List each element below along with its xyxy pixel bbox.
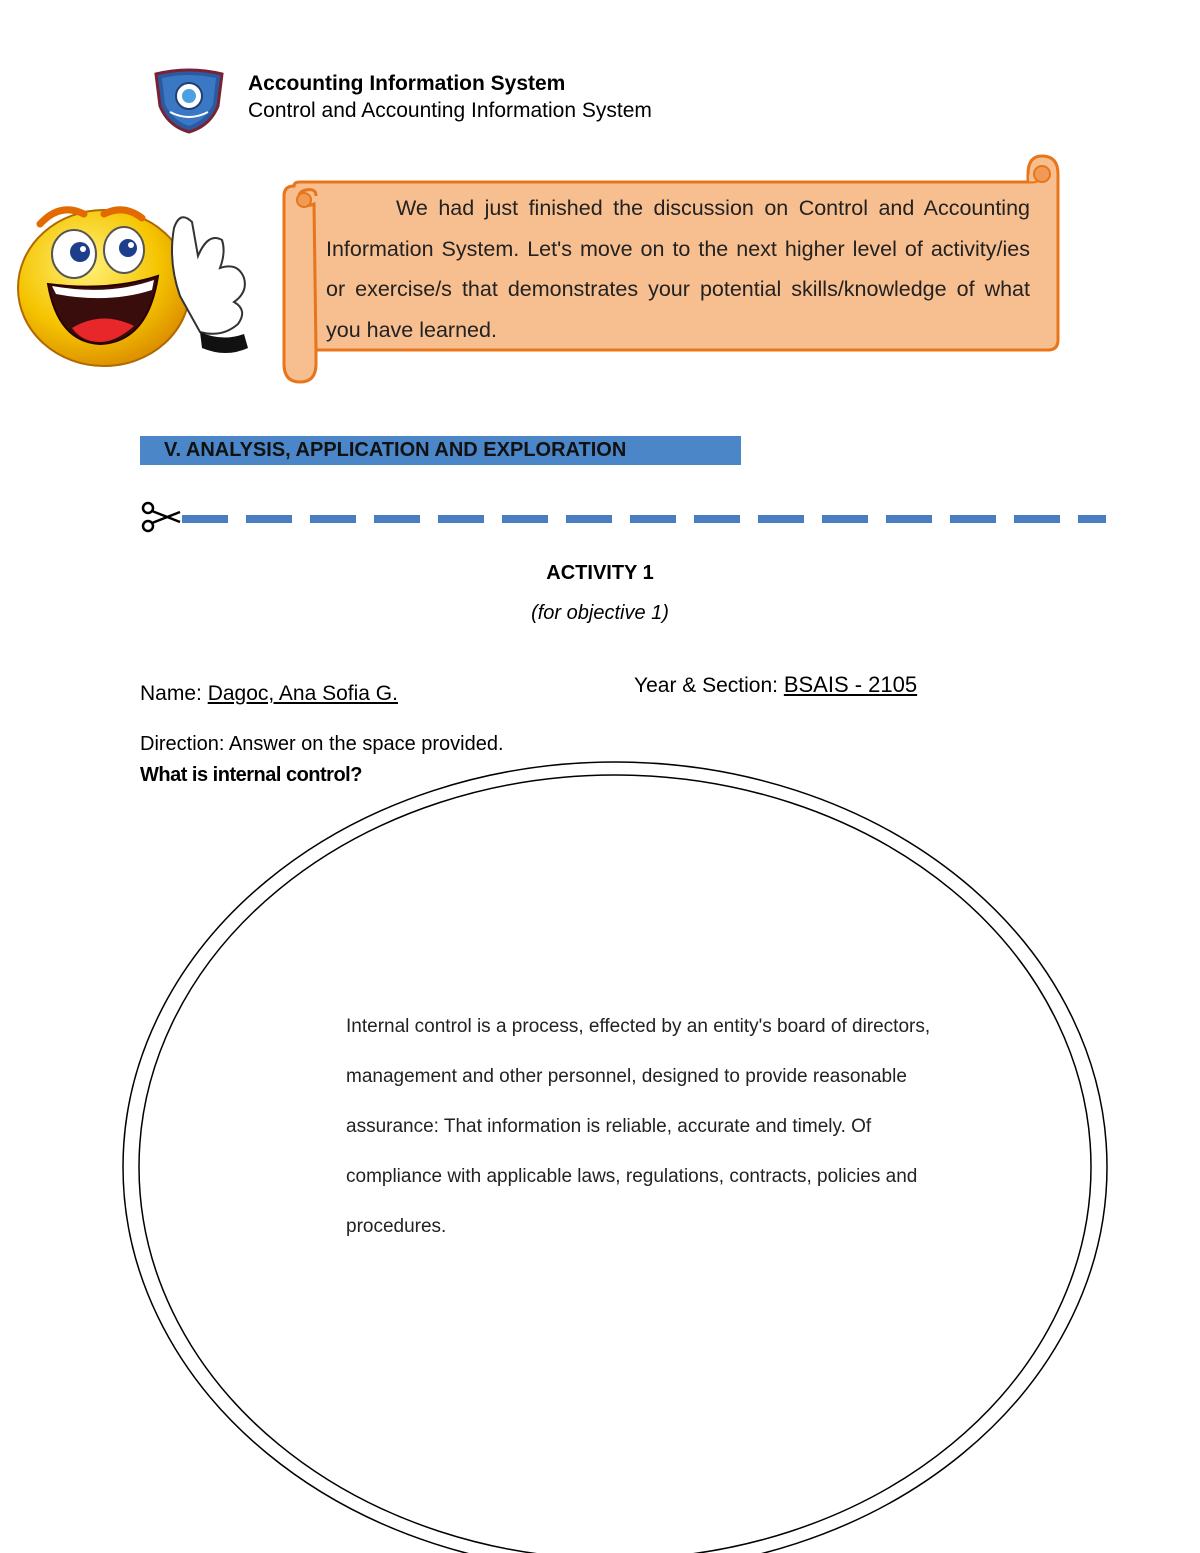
- name-field: [140, 682, 398, 706]
- year-section-value: BSAIS - 2105: [783, 672, 918, 697]
- smiley-face-icon: [12, 192, 252, 372]
- direction-text: Direction: Answer on the space provided.: [140, 733, 504, 755]
- answer-text: Internal control is a process, effected by an entity's board of directors, management and other personnel, designed to provide reasonable assurance: That information is reliable, accurate and timely. Of compliance with applicable laws, regulations, contracts, policies and procedures.: [346, 1016, 931, 1237]
- document-subtitle: Control and Accounting Information System: [248, 99, 652, 122]
- year-section-field: [634, 672, 917, 698]
- question-text: What is internal control?: [140, 764, 362, 786]
- year-section-label: Year & Section:: [634, 674, 784, 697]
- section-heading: V. ANALYSIS, APPLICATION AND EXPLORATION: [140, 436, 741, 465]
- activity-title: ACTIVITY 1: [546, 562, 654, 584]
- document-title: Accounting Information System: [248, 72, 566, 95]
- intro-paragraph: [326, 188, 1030, 350]
- school-crest-icon: [152, 68, 226, 134]
- scissors-icon: [143, 503, 180, 531]
- activity-subtitle: (for objective 1): [531, 602, 669, 624]
- name-label: Name:: [140, 682, 208, 705]
- intro-text: We had just finished the discussion on Control and Accounting Information System. Let's move on to the next higher level of activity/ies or exercise/s that demonstrates your potential skills/knowledge of what you have learned.: [326, 196, 1030, 342]
- name-value: Dagoc, Ana Sofia G.: [207, 682, 398, 705]
- cut-line: [138, 500, 1110, 534]
